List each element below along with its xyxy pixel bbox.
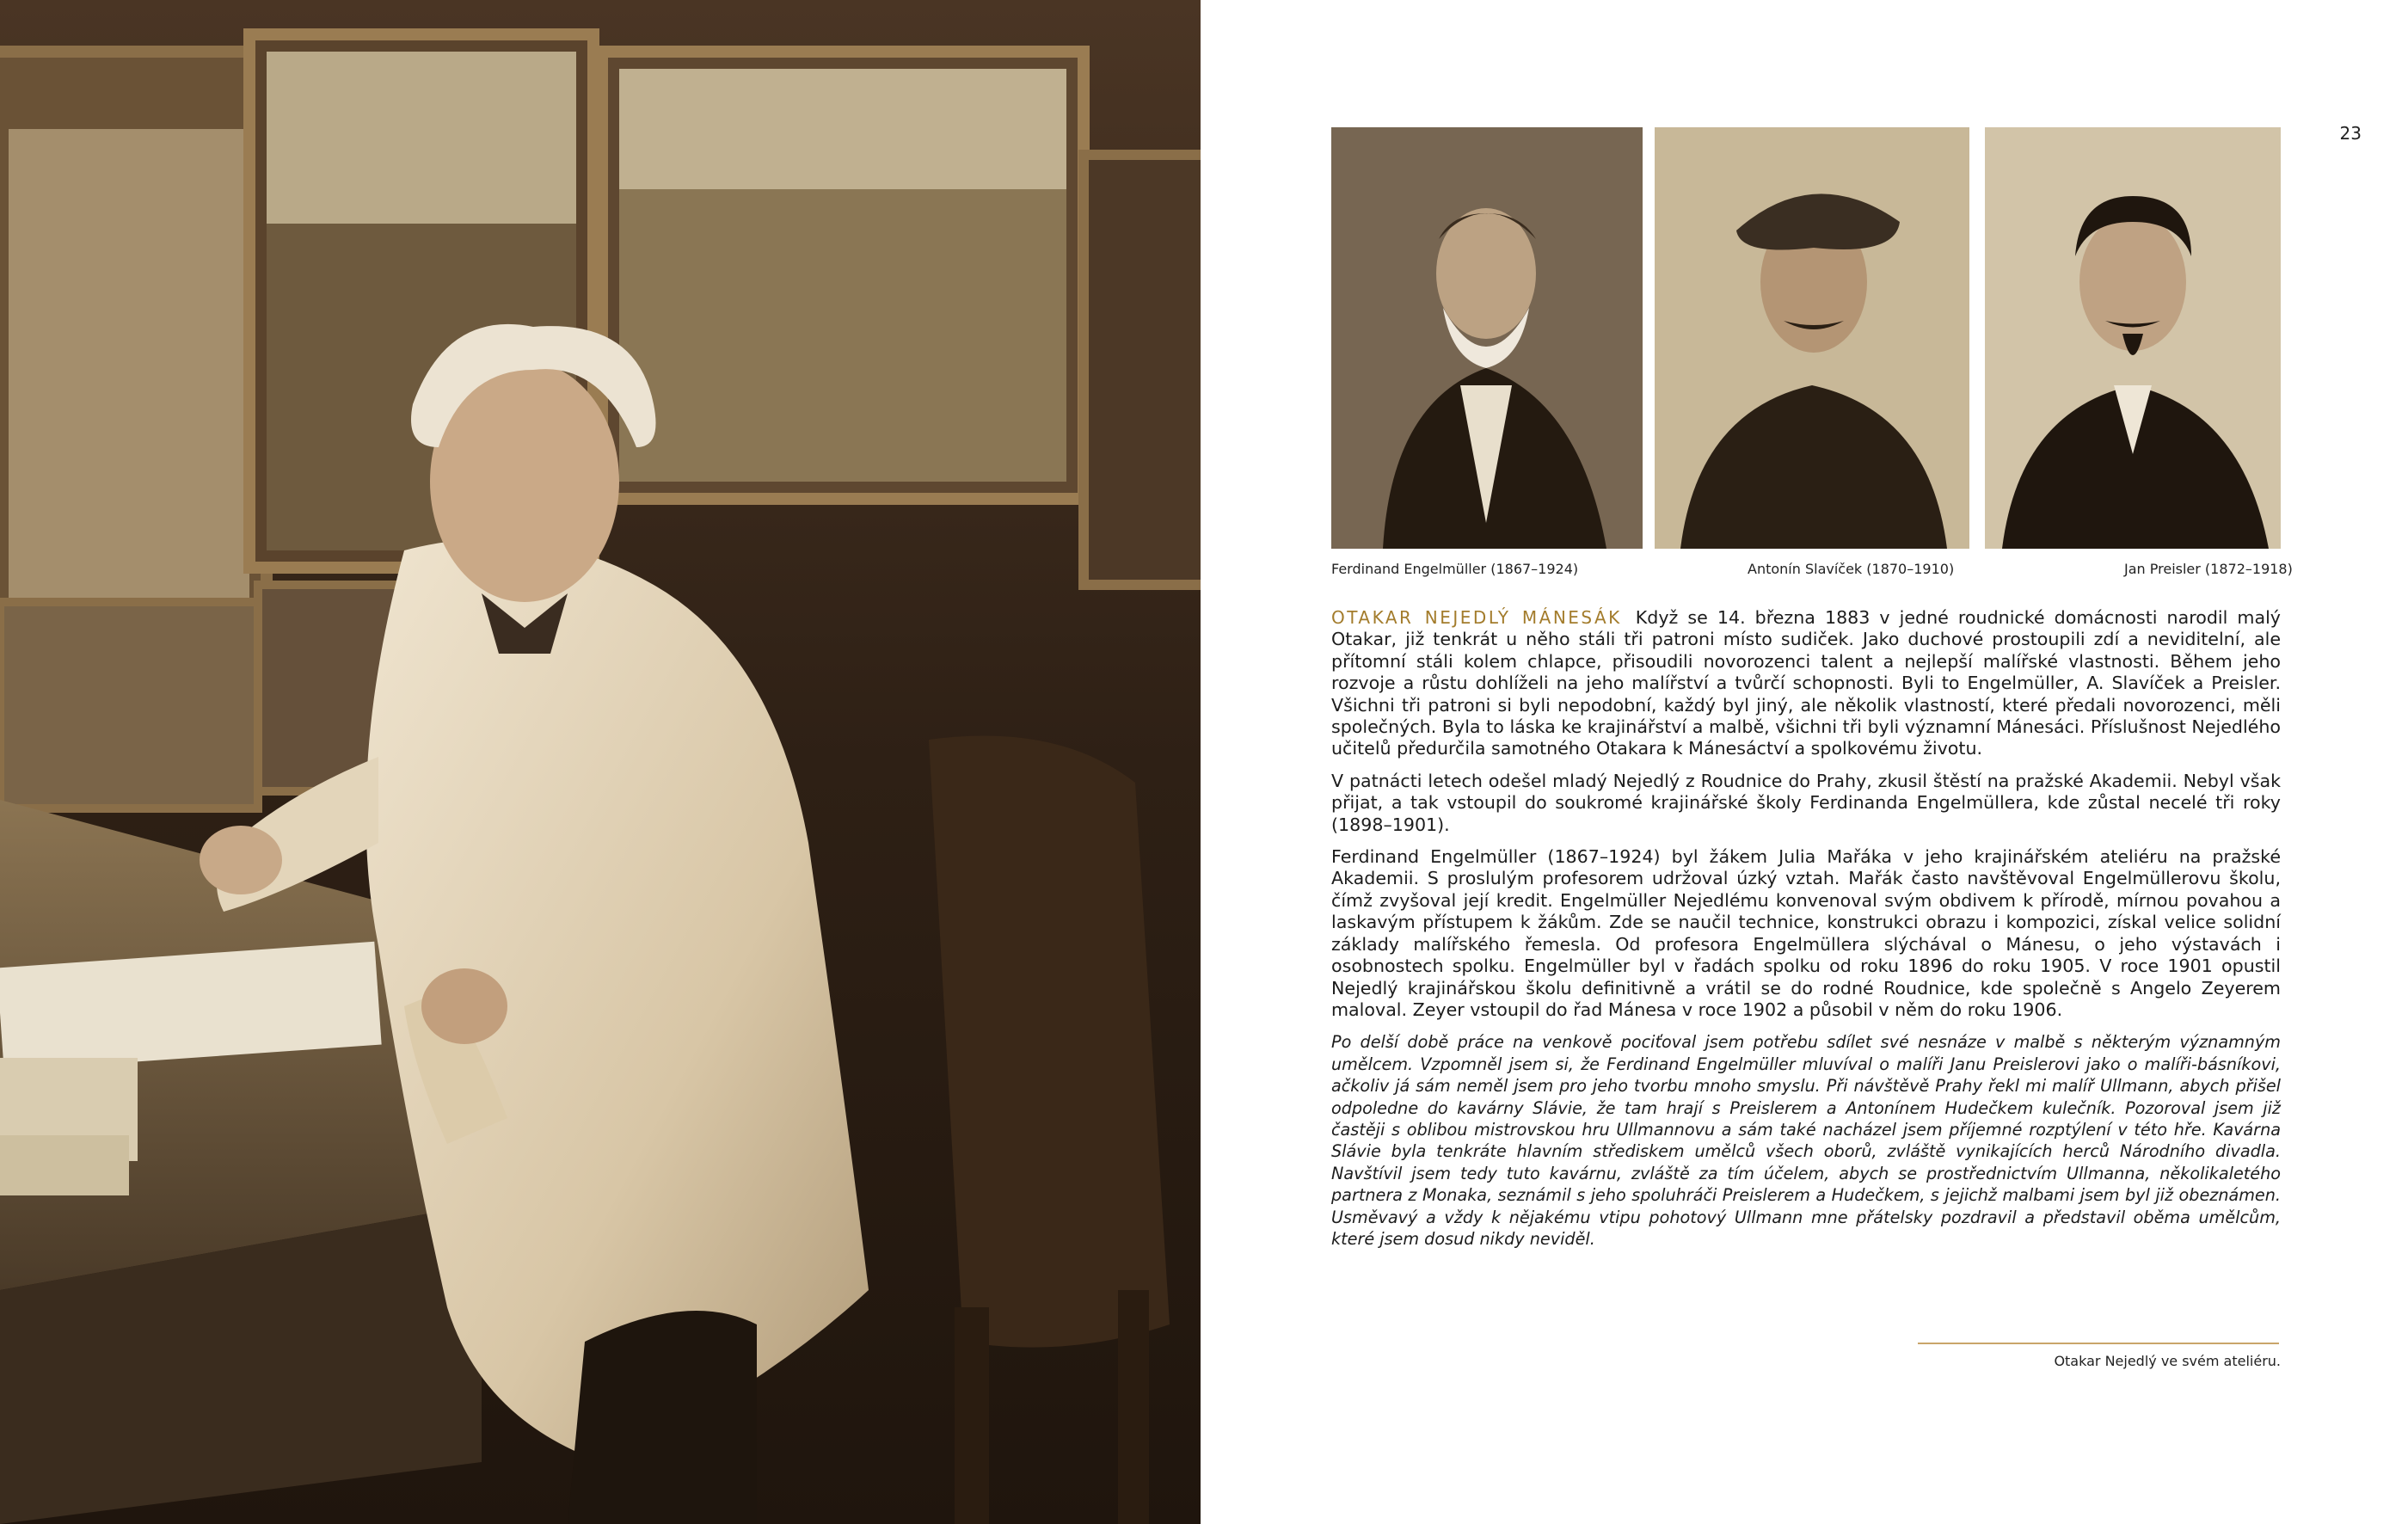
article-body xyxy=(1331,607,2281,1260)
article-paragraph: V patnácti letech odešel mladý Nejedlý z Roudnice do Prahy, zkusil štěstí na pražské Akademii. Nebyl však přijat, a tak vstoupil do soukromé krajinářské školy Ferdinanda Engelmüllera, kde zůstal necelé tři roky (1898–1901). xyxy=(1331,770,2281,835)
page-number: 23 xyxy=(2339,123,2362,144)
main-photo-image xyxy=(0,0,1201,1524)
portrait-image xyxy=(1655,127,1969,549)
article-paragraph: Ferdinand Engelmüller (1867–1924) byl žákem Julia Mařáka v jeho krajinářském ateliéru na pražské Akademii. S proslulým profesorem udržoval úzký vztah. Mařák často navštěvoval Engelmüllerovu školu, čímž zvyšoval její kredit. Engelmüller Nejedlému konvenoval svým obdivem k přírodě, mírnou povahou a laskavým přístupem k žákům. Zde se naučil technice, konstrukci obrazu i kompozici, získal velice solidní základy malířského řemesla. Od profesora Engelmüllera slýchával o Mánesu, o jeho výstavách i osobnostech spolku. Engelmüller byl v řadách spolku od roku 1896 do roku 1905. V roce 1901 opustil Nejedlý krajinářskou školu definitivně a vrátil se do rodné Roudnice, kde společně s Angelo Zeyerem maloval. Zeyer vstoupil do řad Mánesa v roce 1902 a působil v něm do roku 1906. xyxy=(1331,846,2281,1020)
portrait-image xyxy=(1331,127,1643,549)
section-title: OTAKAR NEJEDLÝ MÁNESÁK xyxy=(1331,607,1622,628)
portrait-engelmuller xyxy=(1331,127,1643,549)
portrait-slavicek xyxy=(1655,127,1969,549)
paragraph-text: Když se 14. března 1883 v jedné roudnické domácnosti narodil malý Otakar, již tenkrát u něho stáli tři patroni místo sudiček. Jako duchové prostoupili zdí a neviditelní, ale přítomní stáli kolem chlapce, přisoudili novorozenci talent a nejlepší malířské vlastnosti. Během jeho rozvoje a růstu dohlíželi na jeho malířství a tvůrčí schopnosti. Byli to Engelmüller, A. Slavíček a Preisler. Všichni tři patroni si byli nepodobní, každý byl jiný, ale několik vlastností, které předali novorozenci, měli společných. Byla to láska ke krajinářství a malbě, všichni tři byli významní Mánesáci. Příslušnost Nejedlého učitelů předurčila samotného Otakara k Mánesáctví a spolkovému životu. xyxy=(1331,607,2281,759)
article-paragraph xyxy=(1331,607,2281,760)
caption-rule xyxy=(1918,1343,2279,1344)
main-photo xyxy=(0,0,1201,1524)
quote-paragraph: Po delší době práce na venkově pociťoval jsem potřebu sdílet své nesnáze v malbě s některým významným umělcem. Vzpomněl jsem si, že Ferdinand Engelmüller mluvíval o malíři Janu Preislerovi jako o malíři-básníkovi, ačkoliv já sám neměl jsem pro jeho tvorbu mnoho smyslu. Při návštěvě Prahy řekl mi malíř Ullmann, abych přišel odpoledne do kavárny Slávie, že tam hrají s Preislerem a Antonínem Hudečkem kulečník. Pozoroval jsem již častěji s oblibou mistrovskou hru Ullmannovu a sám také nacházel jsem příjemné rozptýlení v této hře. Kavárna Slávie byla tenkráte hlavním střediskem umělců všech oborů, zvláště vynikajících herců Národního divadla. Navštívil jsem tedy tuto kavárnu, zvláště za tím účelem, abych se prostřednictvím Ullmanna, několikaletého partnera z Monaka, seznámil s jeho spoluhráči Preislerem a Hudečkem, s jejichž malbami jsem byl již obeznámen. Usměvavý a vždy k nějakému vtipu pohotový Ullmann mne přátelsky pozdravil a představil oběma umělcům, které jsem dosud nikdy neviděl. xyxy=(1331,1032,2281,1249)
portrait-caption: Ferdinand Engelmüller (1867–1924) xyxy=(1331,561,1579,577)
portrait-caption: Jan Preisler (1872–1918) xyxy=(2124,561,2293,577)
portrait-caption: Antonín Slavíček (1870–1910) xyxy=(1748,561,1955,577)
main-photo-caption: Otakar Nejedlý ve svém ateliéru. xyxy=(2054,1353,2281,1369)
portrait-image xyxy=(1985,127,2281,549)
portrait-preisler xyxy=(1985,127,2281,549)
